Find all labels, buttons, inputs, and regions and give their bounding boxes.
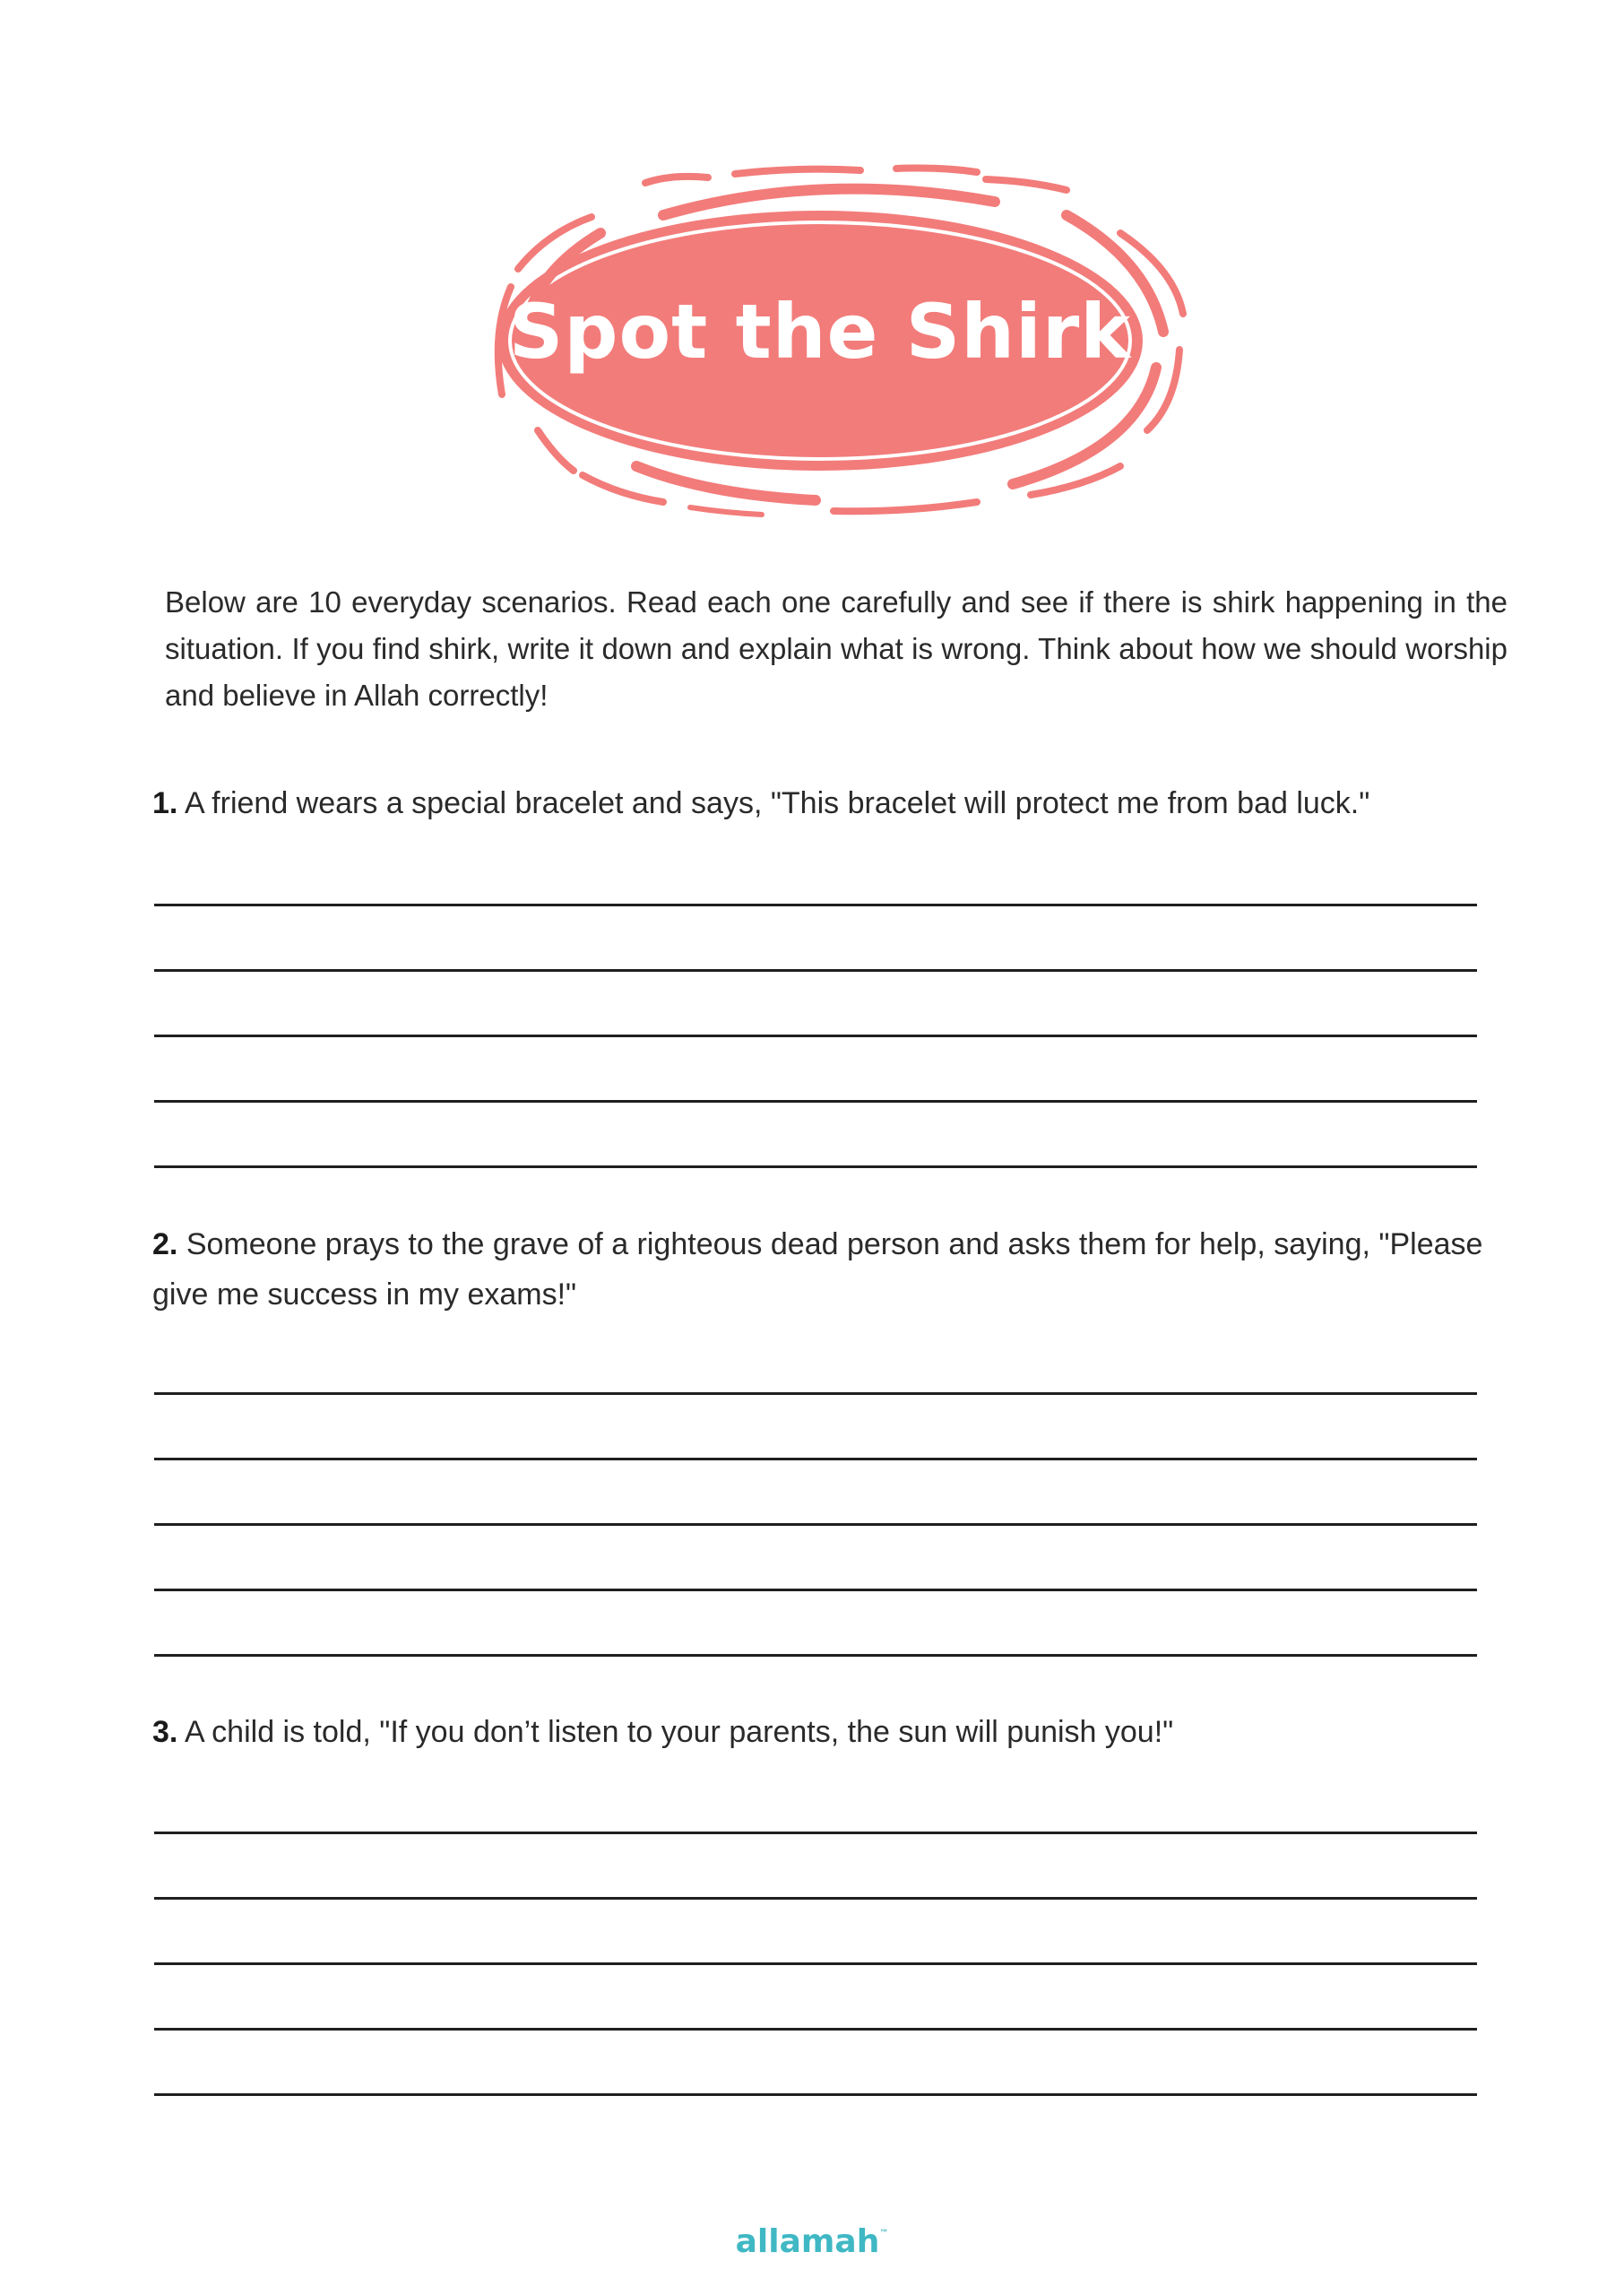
question-number: 3. — [152, 1715, 178, 1749]
answer-line[interactable] — [154, 1035, 1477, 1037]
answer-line[interactable] — [154, 2028, 1477, 2031]
answer-line[interactable] — [154, 904, 1477, 906]
answer-line[interactable] — [154, 1832, 1477, 1834]
answer-line[interactable] — [154, 1589, 1477, 1591]
answer-line[interactable] — [154, 1523, 1477, 1526]
question-text: Someone prays to the grave of a righteous dead person and asks them for help, saying, "Please give me success in my exams!" — [152, 1227, 1483, 1312]
answer-line[interactable] — [154, 1654, 1477, 1657]
question-1 — [152, 778, 1533, 828]
answer-line[interactable] — [154, 1897, 1477, 1900]
answer-line[interactable] — [154, 2093, 1477, 2096]
question-text: A friend wears a special bracelet and says, "This bracelet will protect me from bad luck." — [184, 786, 1370, 820]
answer-line[interactable] — [154, 1165, 1477, 1168]
brand-name: allamah — [735, 2223, 880, 2260]
title-badge — [439, 161, 1201, 520]
footer-logo — [0, 2223, 1624, 2260]
answer-line[interactable] — [154, 1458, 1477, 1460]
question-text: A child is told, "If you don’t listen to your parents, the sun will punish you!" — [184, 1715, 1174, 1749]
intro-paragraph: Below are 10 everyday scenarios. Read each one carefully and see if there is shirk happening in the situation. If you find shirk, write it down and explain what is wrong. Think about how we should worship and believe in Allah correctly! — [165, 585, 1507, 712]
answer-line[interactable] — [154, 1392, 1477, 1395]
question-number: 1. — [152, 786, 178, 820]
question-3 — [152, 1707, 1533, 1757]
answer-line[interactable] — [154, 969, 1477, 972]
answer-line[interactable] — [154, 1100, 1477, 1103]
page-title: Spot the Shirk — [508, 288, 1132, 376]
question-2 — [152, 1219, 1497, 1320]
trademark-mark: ™ — [879, 2229, 889, 2239]
question-number: 2. — [152, 1227, 178, 1261]
answer-line[interactable] — [154, 1962, 1477, 1965]
